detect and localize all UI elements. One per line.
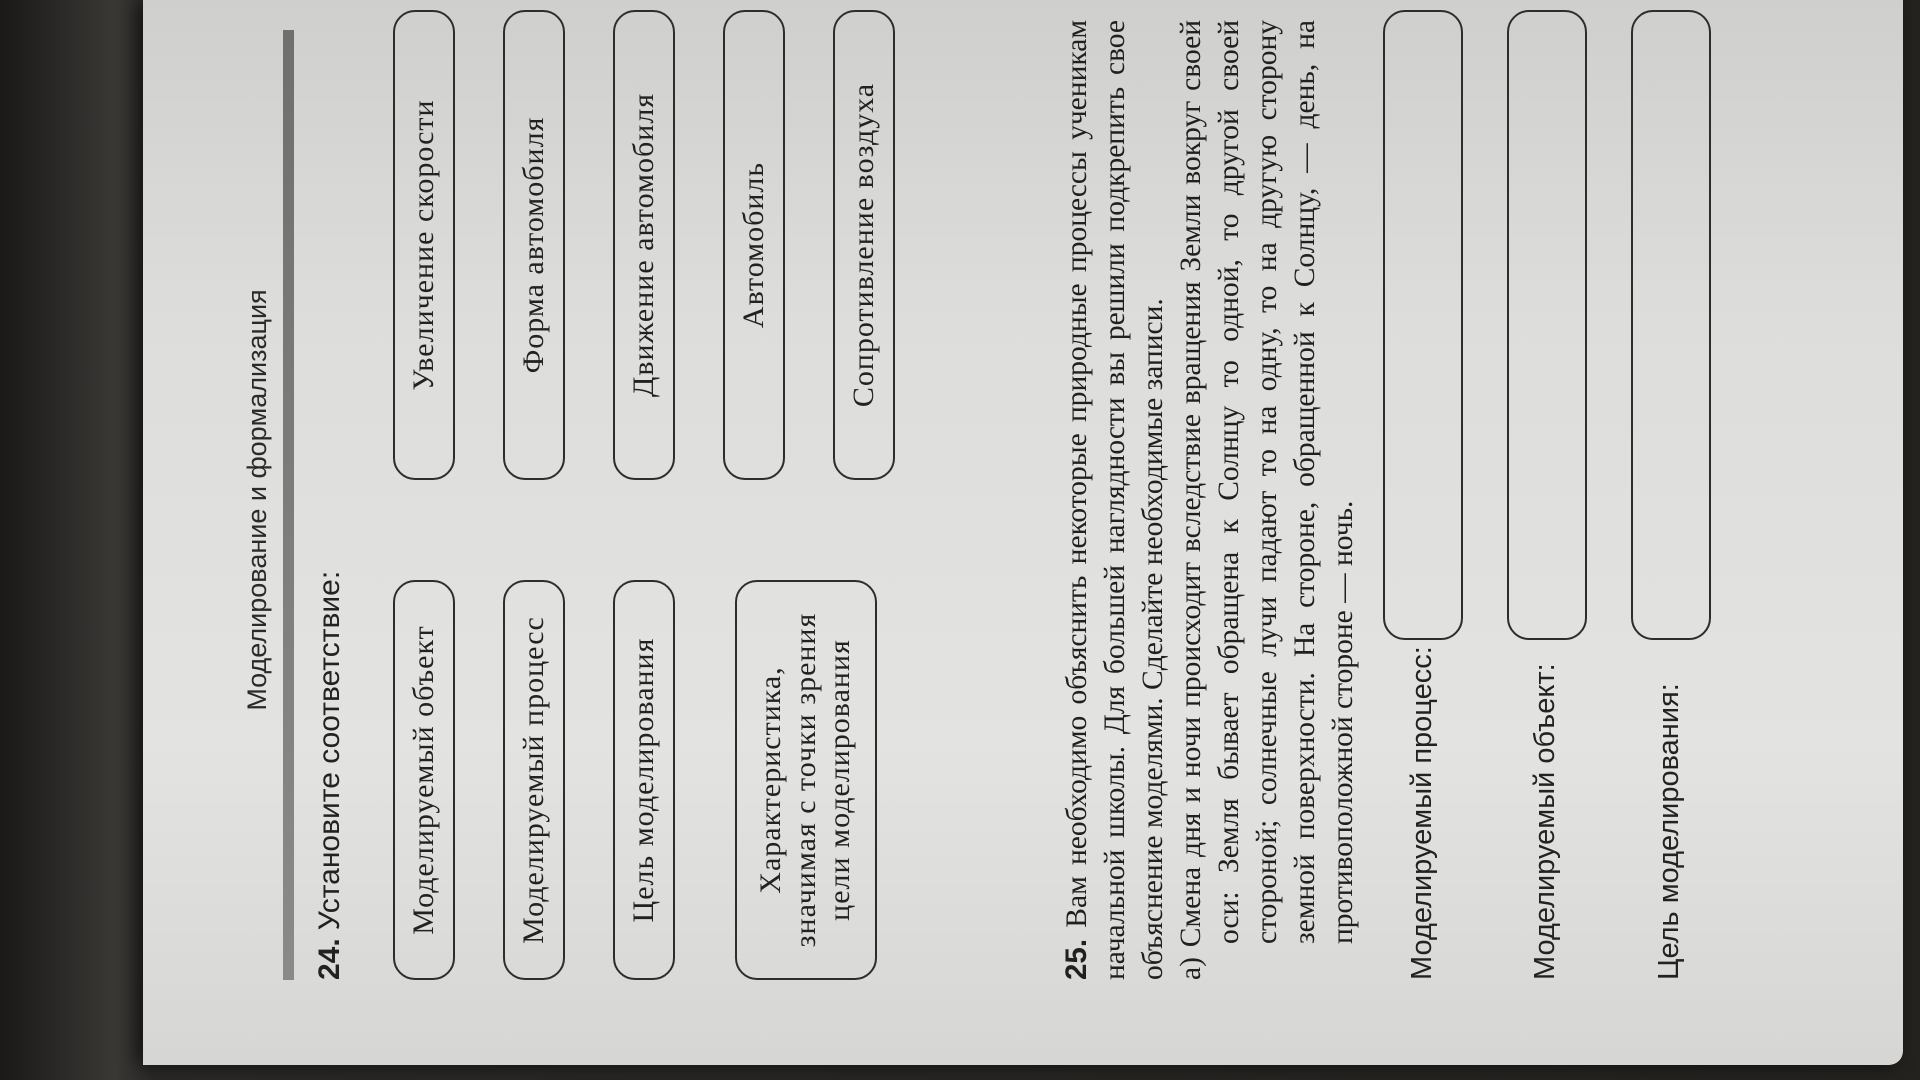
header-rule xyxy=(283,30,294,980)
exercise-24-prompt: Установите соответствие: xyxy=(313,570,346,931)
left-term-3[interactable]: Цель моделирования xyxy=(613,580,675,980)
exercise-25-intro: Вам необходимо объяснить некоторые природные процессы ученикам начальной школы. Для большей наглядности вы решили подкрепить свое объяснение моделями. Сделайте необходимые записи. xyxy=(1061,19,1169,980)
answer-label-object: Моделируемый объект: xyxy=(1529,663,1561,980)
left-term-4[interactable]: Характеристика, значимая с точки зрения цели моделирования xyxy=(735,580,877,980)
exercise-25 xyxy=(1058,20,1362,980)
page-content xyxy=(143,0,1903,1040)
running-head: Моделирование и формализация xyxy=(242,289,272,711)
right-term-2[interactable]: Форма автомобиля xyxy=(503,10,565,480)
textbook-page xyxy=(143,0,1903,1065)
right-term-3[interactable]: Движение автомобиля xyxy=(613,10,675,480)
left-term-1[interactable]: Моделируемый объект xyxy=(393,580,455,980)
exercise-24-title xyxy=(313,571,347,980)
answer-field-goal[interactable] xyxy=(1631,10,1711,640)
right-term-4[interactable]: Автомобиль xyxy=(723,10,785,480)
left-term-2[interactable]: Моделируемый процесс xyxy=(503,580,565,980)
right-term-5[interactable]: Сопротивление воздуха xyxy=(833,10,895,480)
exercise-25-number: 25. xyxy=(1060,938,1093,980)
exercise-24-number: 24. xyxy=(313,938,346,980)
answer-field-process[interactable] xyxy=(1383,10,1463,640)
answer-label-process: Моделируемый процесс: xyxy=(1406,646,1438,980)
answer-field-object[interactable] xyxy=(1507,10,1587,640)
answer-label-goal: Цель моделирования: xyxy=(1653,683,1685,980)
right-term-1[interactable]: Увеличение скорости xyxy=(393,10,455,480)
exercise-25-item-a: а) Смена дня и ночи происходит вследствие вращения Земли вокруг своей оси: Земля бывает обращена к Солнцу то одной, то другой своей стороной; солнечные лучи падают то на одну, то на другую сторону земной поверхности. На стороне, обращенной к Солнцу, — день, на противоположной стороне — ночь. xyxy=(1175,20,1359,980)
